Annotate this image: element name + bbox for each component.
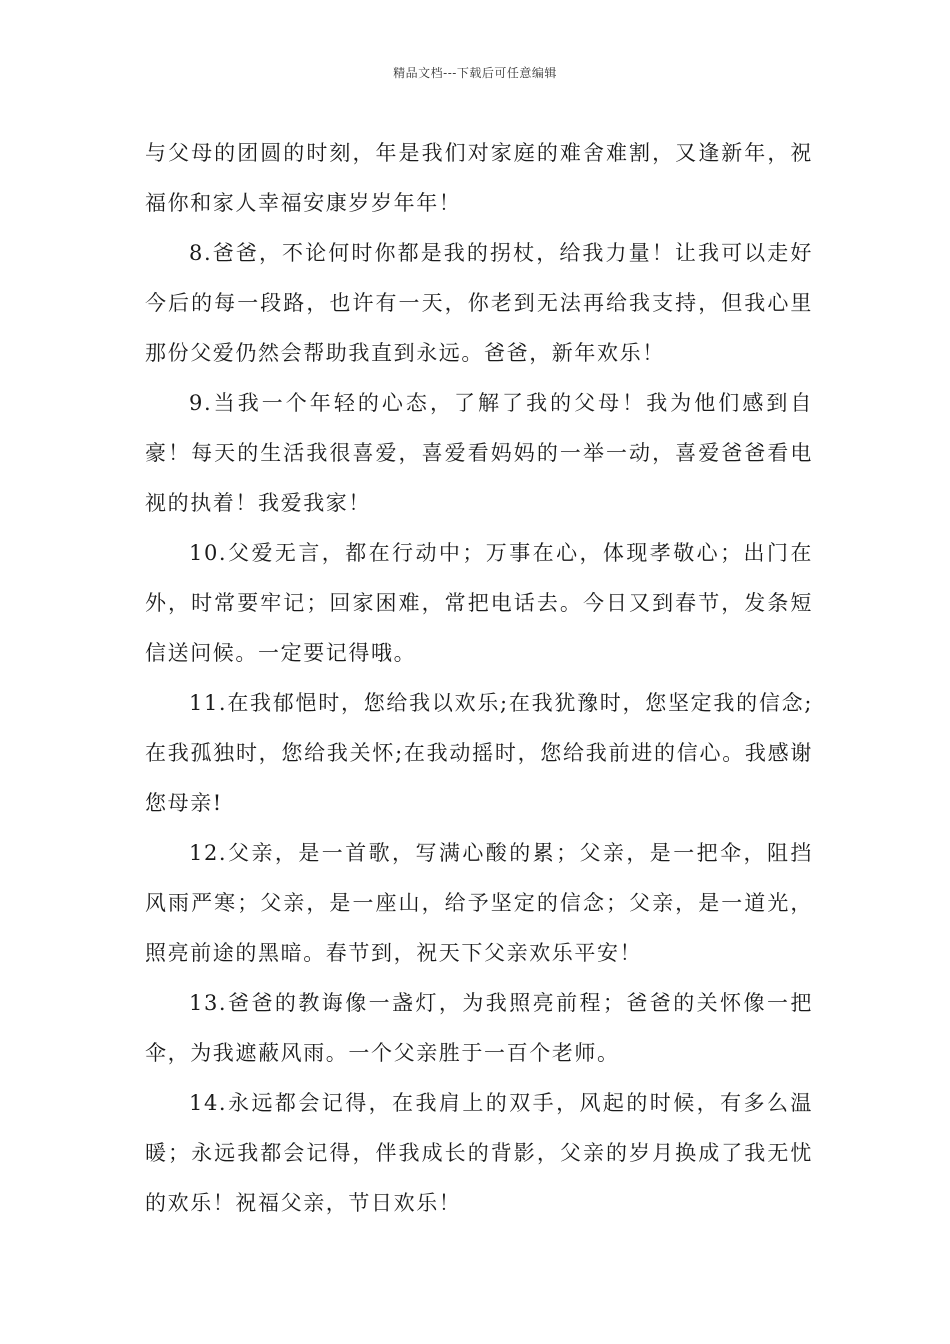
paragraph-continued: 与父母的团圆的时刻，年是我们对家庭的难舍难割，又逢新年，祝福你和家人幸福安康岁岁年年！	[145, 141, 813, 215]
paragraph-item-14: 14.永远都会记得，在我肩上的双手，风起的时候，有多么温暖；永远我都会记得，伴我成长的背影，父亲的岁月换成了我无忧的欢乐！祝福父亲，节日欢乐！	[145, 1091, 813, 1215]
paragraph-item-11: 11.在我郁悒时，您给我以欢乐;在我犹豫时，您坚定我的信念;在我孤独时，您给我关怀;在我动摇时，您给我前进的信心。我感谢您母亲!	[145, 691, 813, 815]
document-body	[145, 128, 813, 1228]
page-header: 精品文档---下载后可任意编辑	[393, 66, 557, 80]
paragraph-item-9: 9.当我一个年轻的心态，了解了我的父母！我为他们感到自豪！每天的生活我很喜爱，喜爱看妈妈的一举一动，喜爱爸爸看电视的执着！我爱我家！	[145, 391, 813, 515]
paragraph-item-13: 13.爸爸的教诲像一盏灯，为我照亮前程；爸爸的关怀像一把伞，为我遮蔽风雨。一个父亲胜于一百个老师。	[145, 991, 813, 1065]
paragraph-item-12: 12.父亲，是一首歌，写满心酸的累；父亲，是一把伞，阻挡风雨严寒；父亲，是一座山，给予坚定的信念；父亲，是一道光，照亮前途的黑暗。春节到，祝天下父亲欢乐平安！	[145, 841, 813, 965]
paragraph-item-8: 8.爸爸，不论何时你都是我的拐杖，给我力量！让我可以走好今后的每一段路，也许有一天，你老到无法再给我支持，但我心里那份父爱仍然会帮助我直到永远。爸爸，新年欢乐！	[145, 241, 813, 365]
paragraph-item-10: 10.父爱无言，都在行动中；万事在心，体现孝敬心；出门在外，时常要牢记；回家困难，常把电话去。今日又到春节，发条短信送问候。一定要记得哦。	[145, 541, 813, 665]
